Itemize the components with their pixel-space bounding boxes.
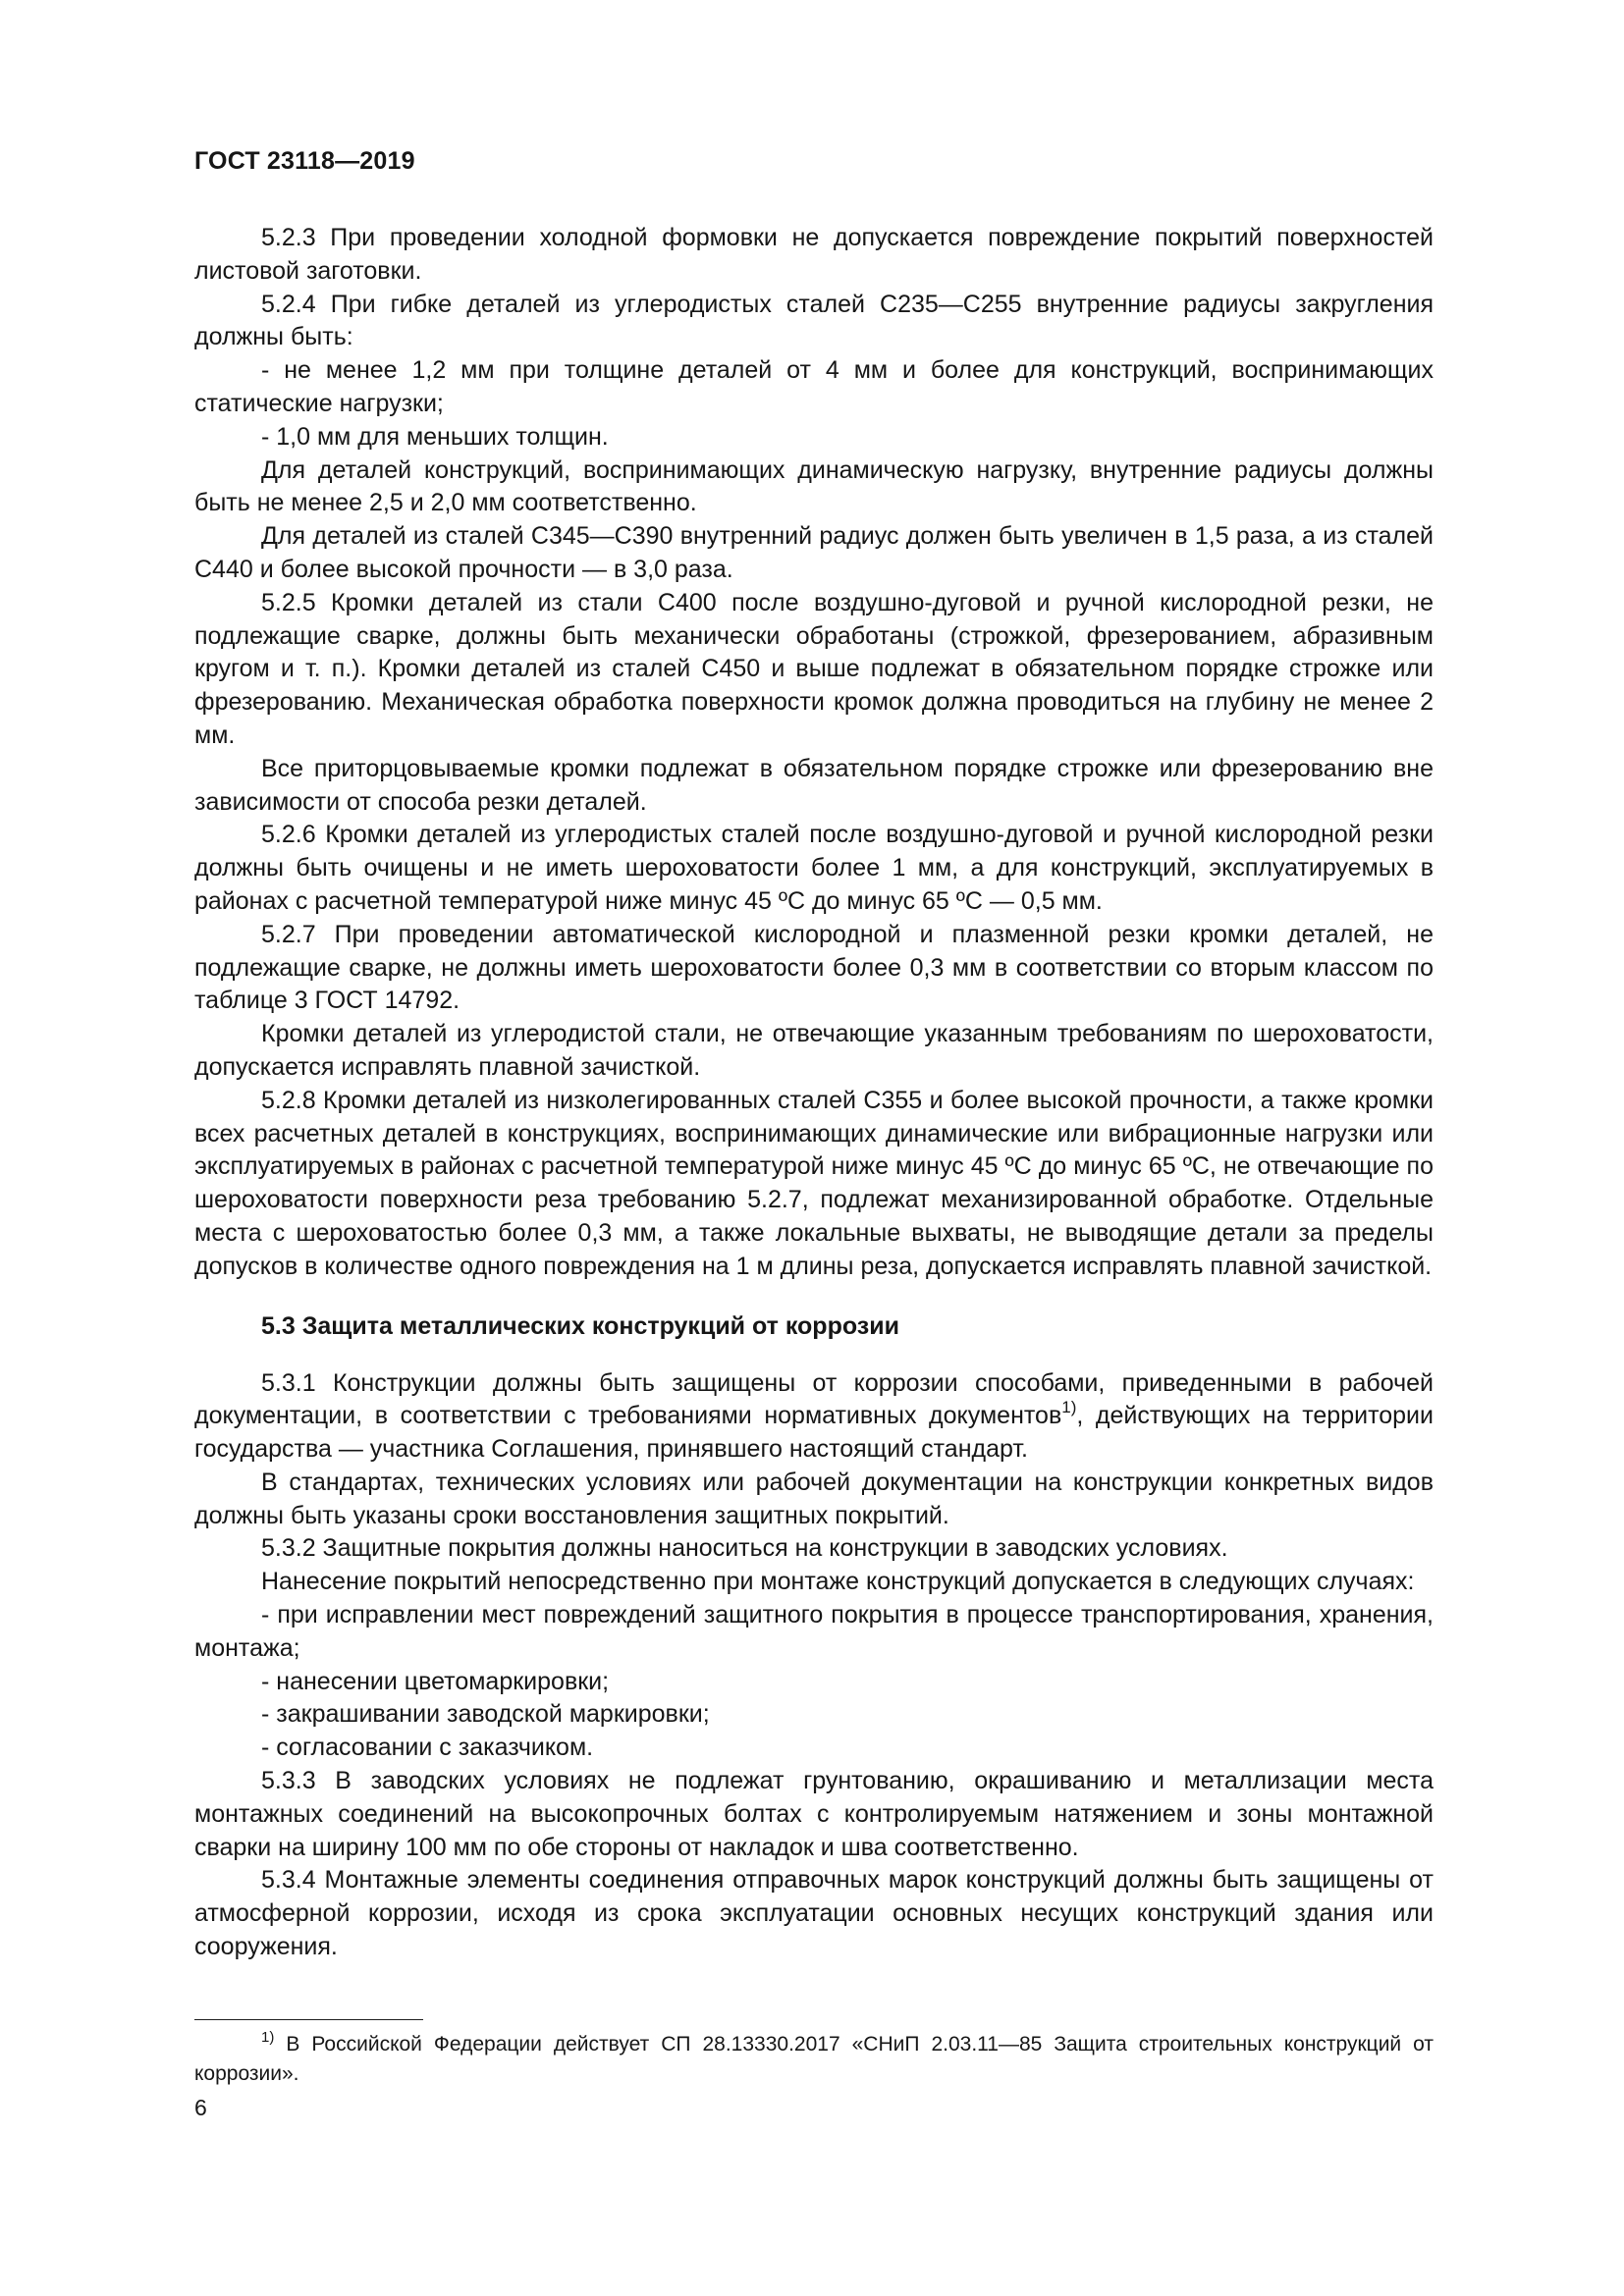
paragraph-5-2-5: 5.2.5 Кромки деталей из стали С400 после воздушно-дуговой и ручной кислородной резки, не подлежащие сварке, должны быть механически обработаны (строжкой, фрезерованием, абразивным кругом и т. п.). Кромки деталей из сталей С450 и выше подлежат в обязательном порядке строжке или фрезерованию. Механическая обработка поверхности кромок должна проводиться на глубину не менее 2 мм. xyxy=(194,588,1434,749)
footnote-body: В Российской Федерации действует СП 28.13330.2017 «СНиП 2.03.11—85 Защита строительных конструкций от коррозии». xyxy=(194,2033,1434,2085)
footnote-mark: 1) xyxy=(261,2029,275,2046)
list-item: - нанесении цветомаркировки; xyxy=(261,1667,610,1695)
paragraph: Нанесение покрытий непосредственно при монтаже конструкций допускается в следующих случаях: xyxy=(261,1568,1415,1596)
list-item: - не менее 1,2 мм при толщине деталей от 4 мм и более для конструкций, воспринимающих статические нагрузки; xyxy=(194,356,1434,417)
paragraph-5-2-7: 5.2.7 При проведении автоматической кислородной и плазменной резки кромки деталей, не подлежащие сварке, не должны иметь шероховатости более 0,3 мм в соответствии со вторым классом по таблице 3 ГОСТ 14792. xyxy=(194,920,1434,1015)
paragraph: Кромки деталей из углеродистой стали, не отвечающие указанным требованиям по шероховатости, допускается исправлять плавной зачисткой. xyxy=(194,1020,1434,1081)
body-text xyxy=(194,222,1434,1964)
footnote-text xyxy=(194,2030,1434,2088)
list-item: - при исправлении мест повреждений защитного покрытия в процессе транспортирования, хранения, монтажа; xyxy=(194,1601,1434,1662)
paragraph-5-2-6: 5.2.6 Кромки деталей из углеродистых сталей после воздушно-дуговой и ручной кислородной резки должны быть очищены и не иметь шероховатости более 1 мм, а для конструкций, эксплуатируемых в районах с расчетной температурой ниже минус 45 ºС до минус 65 ºС — 0,5 мм. xyxy=(194,821,1434,915)
paragraph-text: 5.3.1 Конструкции должны быть защищены от коррозии способами, приведенными в рабочей документации, в соответствии с требованиями нормативных документов xyxy=(194,1368,1434,1430)
section-heading-5-3: 5.3 Защита металлических конструкций от коррозии xyxy=(261,1311,899,1340)
paragraph-5-3-4: 5.3.4 Монтажные элементы соединения отправочных марок конструкций должны быть защищены от атмосферной коррозии, исходя из срока эксплуатации основных несущих конструкций здания или сооружения. xyxy=(194,1866,1434,1961)
document-header: ГОСТ 23118—2019 xyxy=(194,147,415,175)
footnote-divider xyxy=(194,2019,423,2020)
paragraph-text: , действующих на территории государства — участника Соглашения, принявшего настоящий стандарт. xyxy=(194,1402,1434,1464)
paragraph: Для деталей из сталей С345—С390 внутренний радиус должен быть увеличен в 1,5 раза, а из сталей С440 и более высокой прочности — в 3,0 раза. xyxy=(194,522,1434,583)
list-item: - закрашивании заводской маркировки; xyxy=(261,1700,710,1729)
paragraph: В стандартах, технических условиях или рабочей документации на конструкции конкретных видов должны быть указаны сроки восстановления защитных покрытий. xyxy=(194,1468,1434,1529)
paragraph: Все приторцовываемые кромки подлежат в обязательном порядке строжке или фрезерованию вне зависимости от способа резки деталей. xyxy=(194,754,1434,816)
paragraph-5-3-1 xyxy=(194,1367,1434,1467)
footnote xyxy=(194,2030,1434,2088)
list-item: - согласовании с заказчиком. xyxy=(261,1734,594,1762)
paragraph-5-3-3: 5.3.3 В заводских условиях не подлежат грунтованию, окрашиванию и металлизации места монтажных соединений на высокопрочных болтах с контролируемым натяжением и зоны монтажной сварки на ширину 100 мм по обе стороны от накладок и шва соответственно. xyxy=(194,1767,1434,1861)
list-item: - 1,0 мм для меньших толщин. xyxy=(261,422,609,451)
paragraph-5-3-2: 5.3.2 Защитные покрытия должны наноситься на конструкции в заводских условиях. xyxy=(261,1534,1228,1563)
paragraph-5-2-8: 5.2.8 Кромки деталей из низколегированных сталей С355 и более высокой прочности, а также кромки всех расчетных деталей в конструкциях, воспринимающих динамические или вибрационные нагрузки или эксплуатируемых в районах с расчетной температурой ниже минус 45 ºС до минус 65 ºС, не отвечающие по шероховатости поверхности реза требованию 5.2.7, подлежат механизированной обработке. Отдельные места с шероховатостью более 0,3 мм, а также локальные выхваты, не выводящие детали за пределы допусков в количестве одного повреждения на 1 м длины реза, допускается исправлять плавной зачисткой. xyxy=(194,1086,1434,1280)
page-number: 6 xyxy=(194,2095,207,2120)
paragraph-5-2-4: 5.2.4 При гибке деталей из углеродистых сталей С235—С255 внутренние радиусы закругления должны быть: xyxy=(194,290,1434,351)
paragraph-5-2-3: 5.2.3 При проведении холодной формовки не допускается повреждение покрытий поверхностей листовой заготовки. xyxy=(194,224,1434,285)
paragraph: Для деталей конструкций, воспринимающих динамическую нагрузку, внутренние радиусы должны быть не менее 2,5 и 2,0 мм соответственно. xyxy=(194,455,1434,517)
footnote-ref: 1) xyxy=(1061,1398,1077,1417)
